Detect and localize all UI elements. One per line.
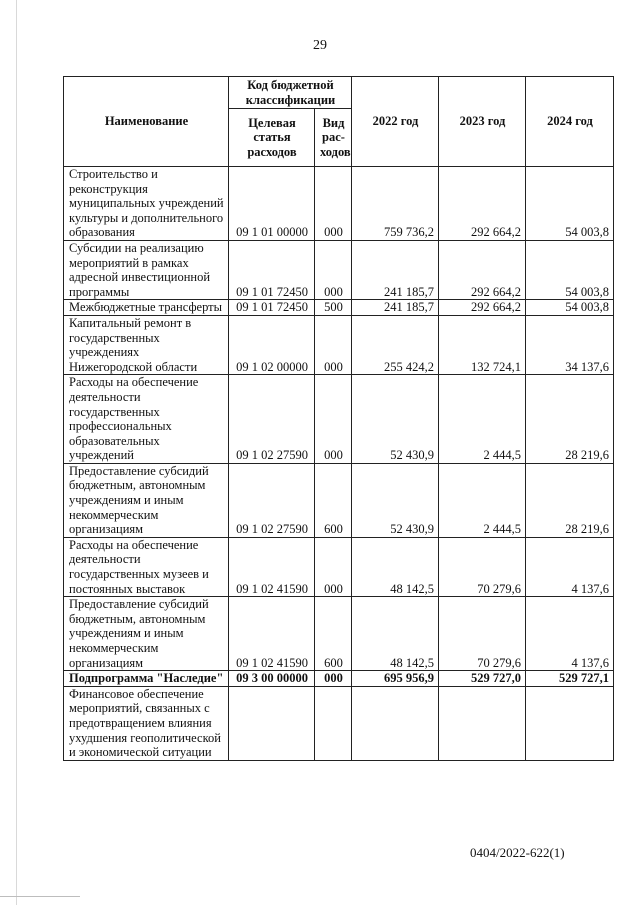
table-row-subprogram bbox=[64, 671, 614, 687]
row-name: Подпрограмма "Наследие" bbox=[64, 671, 229, 687]
header-2024: 2024 год bbox=[526, 77, 614, 167]
row-name: Расходы на обеспечение деятельности государственных музеев и постоянных выставок bbox=[64, 537, 229, 596]
row-name: Финансовое обеспечение мероприятий, связанных с предотвращением влияния ухудшения геополитической и экономической ситуации bbox=[64, 686, 229, 760]
document-id: 0404/2022-622(1) bbox=[470, 845, 565, 860]
header-name: Наименование bbox=[64, 77, 229, 167]
row-target-code: 09 1 01 72450 bbox=[229, 300, 315, 316]
row-value-2023: 70 279,6 bbox=[439, 597, 526, 671]
row-value-2024: 54 003,8 bbox=[526, 240, 614, 299]
row-name: Предоставление субсидий бюджетным, автономным учреждениям и иным некоммерческим организациям bbox=[64, 463, 229, 537]
scan-edge-line bbox=[16, 0, 17, 905]
row-name: Предоставление субсидий бюджетным, автономным учреждениям и иным некоммерческим организациям bbox=[64, 597, 229, 671]
row-value-2023: 292 664,2 bbox=[439, 167, 526, 241]
row-target-code: 09 1 01 00000 bbox=[229, 167, 315, 241]
table-row bbox=[64, 463, 614, 537]
row-value-2024: 54 003,8 bbox=[526, 167, 614, 241]
row-value-2024: 54 003,8 bbox=[526, 300, 614, 316]
row-value-2022: 48 142,5 bbox=[352, 597, 439, 671]
row-expense-type: 000 bbox=[315, 375, 352, 464]
table-row bbox=[64, 167, 614, 241]
row-value-2023: 529 727,0 bbox=[439, 671, 526, 687]
row-value-2022 bbox=[352, 686, 439, 760]
row-target-code bbox=[229, 686, 315, 760]
table-row bbox=[64, 537, 614, 596]
row-value-2024 bbox=[526, 686, 614, 760]
row-name: Строительство и реконструкция муниципальных учреждений культуры и дополнительного образования bbox=[64, 167, 229, 241]
row-target-code: 09 1 02 41590 bbox=[229, 597, 315, 671]
table-row bbox=[64, 686, 614, 760]
row-value-2023: 292 664,2 bbox=[439, 300, 526, 316]
header-target-article: Целевая статья расходов bbox=[229, 109, 315, 167]
row-value-2022: 255 424,2 bbox=[352, 315, 439, 374]
row-value-2024: 529 727,1 bbox=[526, 671, 614, 687]
table-row bbox=[64, 240, 614, 299]
row-value-2024: 34 137,6 bbox=[526, 315, 614, 374]
row-target-code: 09 1 02 27590 bbox=[229, 463, 315, 537]
row-expense-type: 600 bbox=[315, 463, 352, 537]
row-expense-type: 500 bbox=[315, 300, 352, 316]
row-expense-type: 000 bbox=[315, 240, 352, 299]
row-value-2024: 28 219,6 bbox=[526, 463, 614, 537]
table-row bbox=[64, 597, 614, 671]
page-number: 29 bbox=[313, 38, 327, 53]
row-target-code: 09 1 02 27590 bbox=[229, 375, 315, 464]
row-value-2022: 52 430,9 bbox=[352, 375, 439, 464]
row-name: Межбюджетные трансферты bbox=[64, 300, 229, 316]
row-value-2022: 48 142,5 bbox=[352, 537, 439, 596]
row-target-code: 09 1 01 72450 bbox=[229, 240, 315, 299]
row-target-code: 09 1 02 41590 bbox=[229, 537, 315, 596]
table-row bbox=[64, 375, 614, 464]
header-2022: 2022 год bbox=[352, 77, 439, 167]
row-value-2022: 695 956,9 bbox=[352, 671, 439, 687]
header-expense-type: Вид рас-ходов bbox=[315, 109, 352, 167]
row-value-2023: 132 724,1 bbox=[439, 315, 526, 374]
row-value-2023: 70 279,6 bbox=[439, 537, 526, 596]
row-value-2023: 2 444,5 bbox=[439, 463, 526, 537]
table-row bbox=[64, 300, 614, 316]
row-value-2022: 241 185,7 bbox=[352, 240, 439, 299]
row-expense-type: 000 bbox=[315, 671, 352, 687]
row-expense-type: 000 bbox=[315, 537, 352, 596]
row-name: Капитальный ремонт в государственных учреждениях Нижегородской области bbox=[64, 315, 229, 374]
header-code-group: Код бюджетной классификации bbox=[229, 77, 352, 109]
row-expense-type: 000 bbox=[315, 167, 352, 241]
row-expense-type bbox=[315, 686, 352, 760]
table-row bbox=[64, 315, 614, 374]
row-value-2024: 4 137,6 bbox=[526, 537, 614, 596]
row-name: Расходы на обеспечение деятельности государственных профессиональных образовательных учреждений bbox=[64, 375, 229, 464]
scan-bottom-line bbox=[0, 896, 80, 897]
row-value-2024: 28 219,6 bbox=[526, 375, 614, 464]
row-target-code: 09 3 00 00000 bbox=[229, 671, 315, 687]
row-target-code: 09 1 02 00000 bbox=[229, 315, 315, 374]
row-expense-type: 000 bbox=[315, 315, 352, 374]
row-value-2022: 241 185,7 bbox=[352, 300, 439, 316]
budget-table bbox=[63, 76, 614, 761]
row-value-2022: 759 736,2 bbox=[352, 167, 439, 241]
row-value-2024: 4 137,6 bbox=[526, 597, 614, 671]
row-expense-type: 600 bbox=[315, 597, 352, 671]
row-value-2023: 2 444,5 bbox=[439, 375, 526, 464]
header-2023: 2023 год bbox=[439, 77, 526, 167]
row-value-2023: 292 664,2 bbox=[439, 240, 526, 299]
row-value-2023 bbox=[439, 686, 526, 760]
row-value-2022: 52 430,9 bbox=[352, 463, 439, 537]
row-name: Субсидии на реализацию мероприятий в рамках адресной инвестиционной программы bbox=[64, 240, 229, 299]
